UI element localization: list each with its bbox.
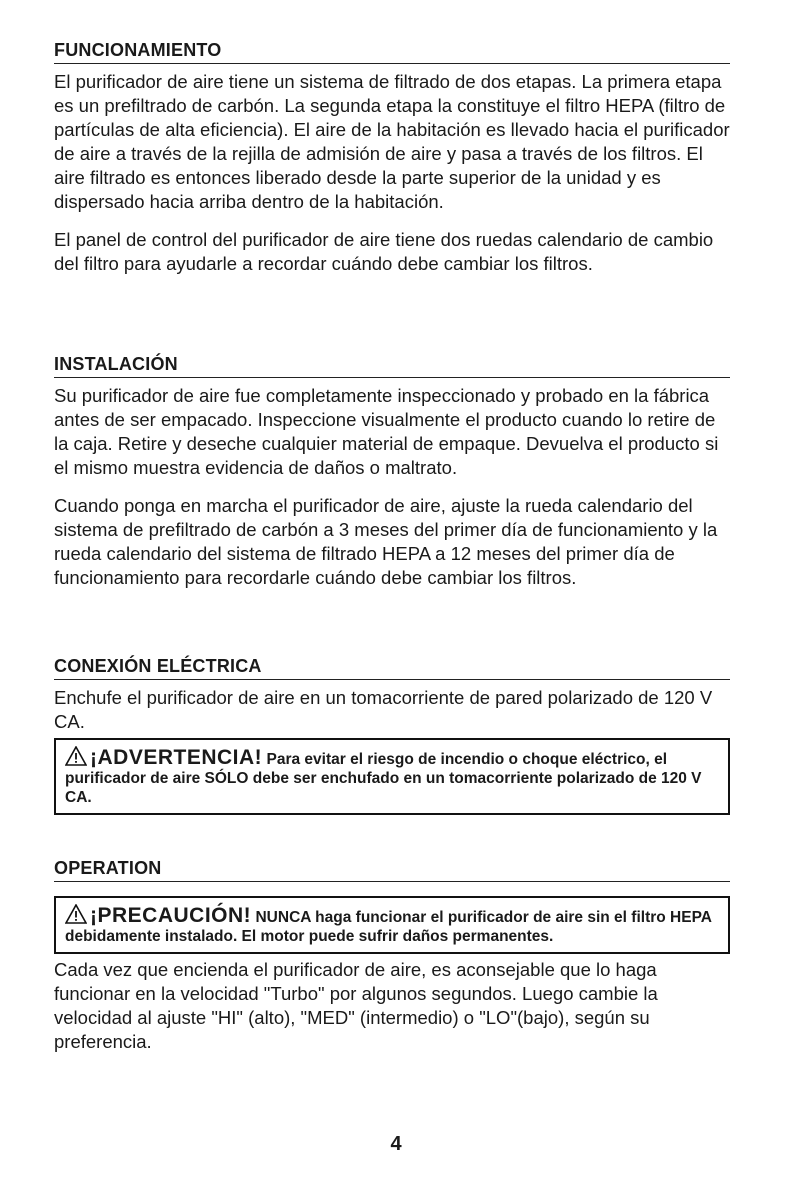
- section-funcionamiento: [54, 40, 730, 316]
- caution-heading: ¡PRECAUCIÓN!: [90, 904, 252, 927]
- instalacion-paragraph-2: Cuando ponga en marcha el purificador de aire, ajuste la rueda calendario del sistema de prefiltrado de carbón a 3 meses del primer día de funcionamiento y la rueda calendario del sistema de filtrado HEPA a 12 meses del primer día de funcionamiento para recordarle cuándo debe cambiar los filtros.: [54, 495, 718, 588]
- section-operation: [54, 858, 730, 1054]
- warning-box: [54, 738, 730, 815]
- warning-heading: ¡ADVERTENCIA!: [90, 746, 263, 769]
- conexion-paragraph-1: Enchufe el purificador de aire en un tomacorriente de pared polarizado de 120 V CA.: [54, 687, 713, 732]
- caution-text: NUNCA haga funcionar el purificador de aire sin el filtro HEPA debidamente instalado. El motor puede sufrir daños permanentes.: [65, 909, 712, 945]
- instalacion-paragraph-1: Su purificador de aire fue completamente inspeccionado y probado en la fábrica antes de ser empacado. Inspeccione visualmente el producto cuando lo retire de la caja. Retire y deseche cualquier material de empaque. Devuelva el producto si el mismo muestra evidencia de daños o maltrato.: [54, 385, 719, 478]
- caution-box: [54, 896, 730, 954]
- section-conexion: [54, 656, 730, 836]
- caution-triangle-icon: [65, 904, 87, 924]
- section-instalacion: [54, 354, 730, 646]
- funcionamiento-paragraph-2: El panel de control del purificador de aire tiene dos ruedas calendario de cambio del filtro para ayudarle a recordar cuándo debe cambiar los filtros.: [54, 229, 714, 274]
- section-title-operation: OPERATION: [54, 858, 730, 882]
- page-number: 4: [390, 1133, 402, 1155]
- section-title-conexion: CONEXIÓN ELÉCTRICA: [54, 656, 730, 680]
- warning-triangle-icon: [65, 746, 87, 766]
- operation-paragraph-1: Cada vez que encienda el purificador de aire, es aconsejable que lo haga funcionar en la velocidad "Turbo" por algunos segundos. Luego cambie la velocidad al ajuste "HI" (alto), "MED" (intermedio) o "LO"(bajo), según su preferencia.: [54, 959, 658, 1052]
- funcionamiento-paragraph-1: El purificador de aire tiene un sistema de filtrado de dos etapas. La primera etapa es un prefiltrado de carbón. La segunda etapa la constituye el filtro HEPA (filtro de partículas de alta eficiencia). El aire de la habitación es llevado hacia el purificador de aire a través de la rejilla de admisión de aire y pasa a través de los filtros. El aire filtrado es entonces liberado desde la parte superior de la unidad y es dispersado hacia arriba dentro de la habitación.: [54, 71, 730, 212]
- manual-page: [54, 40, 730, 1054]
- section-title-instalacion: INSTALACIÓN: [54, 354, 730, 378]
- warning-text: Para evitar el riesgo de incendio o choque eléctrico, el purificador de aire SÓLO debe ser enchufado en un tomacorriente polarizado de 120 V CA.: [65, 751, 702, 806]
- section-title-funcionamiento: FUNCIONAMIENTO: [54, 40, 730, 64]
